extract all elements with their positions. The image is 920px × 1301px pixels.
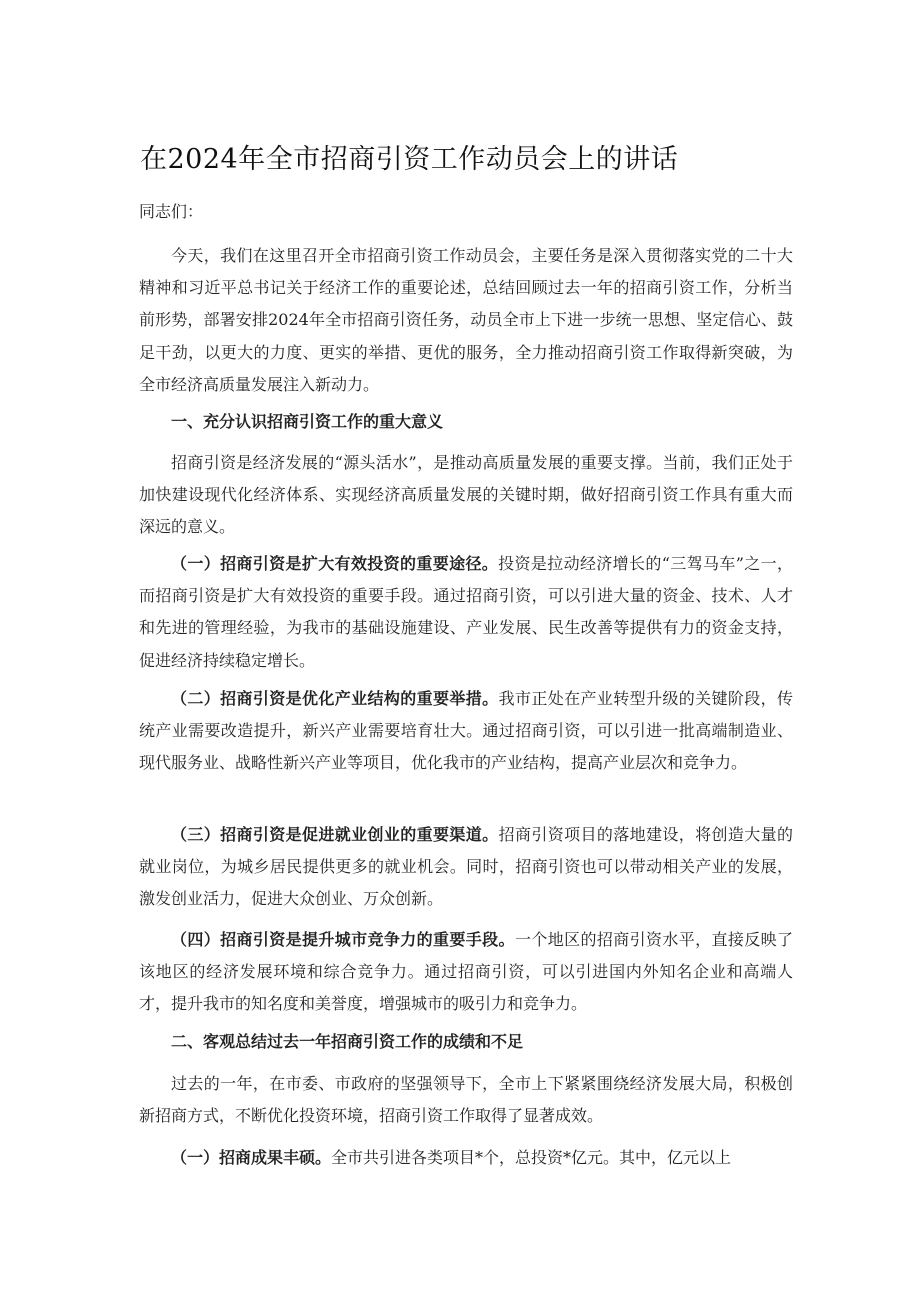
section-2-point-1	[139, 1142, 793, 1174]
point-lead: （三）招商引资是促进就业创业的重要渠道。	[171, 825, 499, 844]
section-1-point-1	[139, 548, 793, 677]
section-1-intro-paragraph: 招商引资是经济发展的“源头活水”，是推动高质量发展的重要支撑。当前，我们正处于加快建设现代化经济体系、实现经济高质量发展的关键时期，做好招商引资工作具有重大而深远的意义。	[139, 453, 793, 537]
section-1-point-2	[139, 683, 793, 780]
point-text: 一个地区的招商引资水平，直接反映了该地区的经济发展环境和综合竞争力。通过招商引资，可以引进国内外知名企业和高端人才，提升我市的知名度和美誉度，增强城市的吸引力和竞争力。	[139, 930, 793, 1014]
section-1-point-4	[139, 924, 793, 1021]
document-title: 在2024年全市招商引资工作动员会上的讲话	[140, 144, 679, 175]
section-1-point-3	[139, 819, 793, 916]
point-lead: （一）招商成果丰硕。	[171, 1148, 332, 1167]
point-lead: （一）招商引资是扩大有效投资的重要途径。	[171, 554, 499, 573]
point-lead: （四）招商引资是提升城市竞争力的重要手段。	[171, 930, 515, 949]
point-text: 我市正处在产业转型升级的关键阶段，传统产业需要改造提升，新兴产业需要培育壮大。通过招商引资，可以引进一批高端制造业、现代服务业、战略性新兴产业等项目，优化我市的产业结构，提高产业层次和竞争力。	[139, 689, 793, 773]
point-text: 招商引资项目的落地建设，将创造大量的就业岗位，为城乡居民提供更多的就业机会。同时，招商引资也可以带动相关产业的发展，激发创业活力，促进大众创业、万众创新。	[139, 825, 793, 909]
intro-paragraph: 今天，我们在这里召开全市招商引资工作动员会，主要任务是深入贯彻落实党的二十大精神和习近平总书记关于经济工作的重要论述，总结回顾过去一年的招商引资工作，分析当前形势，部署安排2024年全市招商引资任务，动员全市上下进一步统一思想、坚定信心、鼓足干劲，以更大的力度、更实的举措、更优的服务，全力推动招商引资工作取得新突破，为全市经济高质量发展注入新动力。	[139, 246, 793, 394]
point-text: 全市共引进各类项目*个，总投资*亿元。其中，亿元以上	[331, 1148, 732, 1167]
section-2-heading: 二、客观总结过去一年招商引资工作的成绩和不足	[171, 1032, 524, 1051]
point-text: 投资是拉动经济增长的“三驾马车”之一，而招商引资是扩大有效投资的重要手段。通过招商引资，可以引进大量的资金、技术、人才和先进的管理经验，为我市的基础设施建设、产业发展、民生改善等提供有力的资金支持，促进经济持续稳定增长。	[139, 554, 793, 670]
section-2-intro-paragraph: 过去的一年，在市委、市政府的坚强领导下，全市上下紧紧围绕经济发展大局，积极创新招商方式，不断优化投资环境，招商引资工作取得了显著成效。	[139, 1074, 793, 1126]
point-lead: （二）招商引资是优化产业结构的重要举措。	[171, 689, 499, 708]
greeting: 同志们：	[139, 202, 204, 221]
section-1-heading: 一、充分认识招商引资工作的重大意义	[171, 412, 444, 431]
